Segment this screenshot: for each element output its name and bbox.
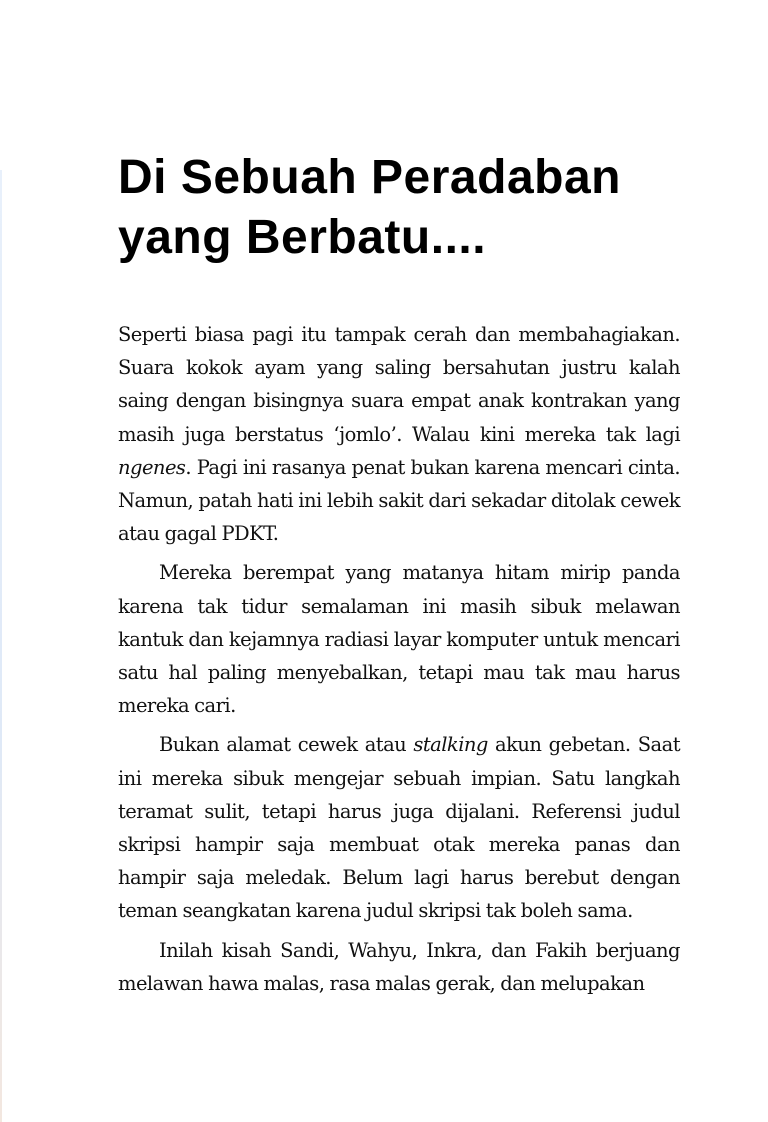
paragraph-3-part-a: Bukan alamat cewek atau — [159, 733, 414, 757]
paragraph-1-part-b: . Pagi ini rasanya penat bukan karena mencari cinta. Namun, patah hati ini lebih sakit dari sekadar ditolak cewek atau gagal PDKT. — [118, 455, 680, 546]
paragraph-1-italic: ngenes — [118, 455, 186, 479]
paragraph-4: Inilah kisah Sandi, Wahyu, Inkra, dan Fakih berjuang melawan hawa malas, rasa malas gerak, dan melupakan — [118, 938, 680, 995]
chapter-body — [118, 318, 680, 1006]
paragraph-3-part-b: akun gebetan. Saat ini mereka sibuk mengejar sebuah impian. Satu langkah teramat sulit, tetapi harus juga dijalani. Referensi judul skripsi hampir saja membuat otak mereka panas dan hampir saja meledak. Belum lagi harus berebut dengan teman seangkatan karena judul skripsi tak boleh sama. — [118, 733, 680, 923]
paragraph-1-part-a: Seperti biasa pagi itu tampak cerah dan membahagiakan. Suara kokok ayam yang saling bersahutan justru kalah saing dengan bisingnya suara empat anak kontrakan yang masih juga berstatus ‘jomlo’. Walau kini mereka tak lagi — [118, 323, 680, 446]
paragraph-3 — [118, 728, 680, 927]
chapter-title — [118, 148, 698, 268]
paragraph-1 — [118, 318, 680, 550]
chapter-title-line-1: Di Sebuah Peradaban — [118, 151, 621, 204]
page-edge-tint — [0, 170, 2, 1122]
paragraph-2: Mereka berempat yang matanya hitam mirip panda karena tak tidur semalaman ini masih sibuk melawan kantuk dan kejamnya radiasi layar komputer untuk mencari satu hal paling menyebalkan, tetapi mau tak mau harus mereka cari. — [118, 561, 680, 718]
paragraph-3-italic: stalking — [413, 733, 488, 757]
chapter-title-line-2: yang Berbatu.... — [118, 211, 487, 264]
